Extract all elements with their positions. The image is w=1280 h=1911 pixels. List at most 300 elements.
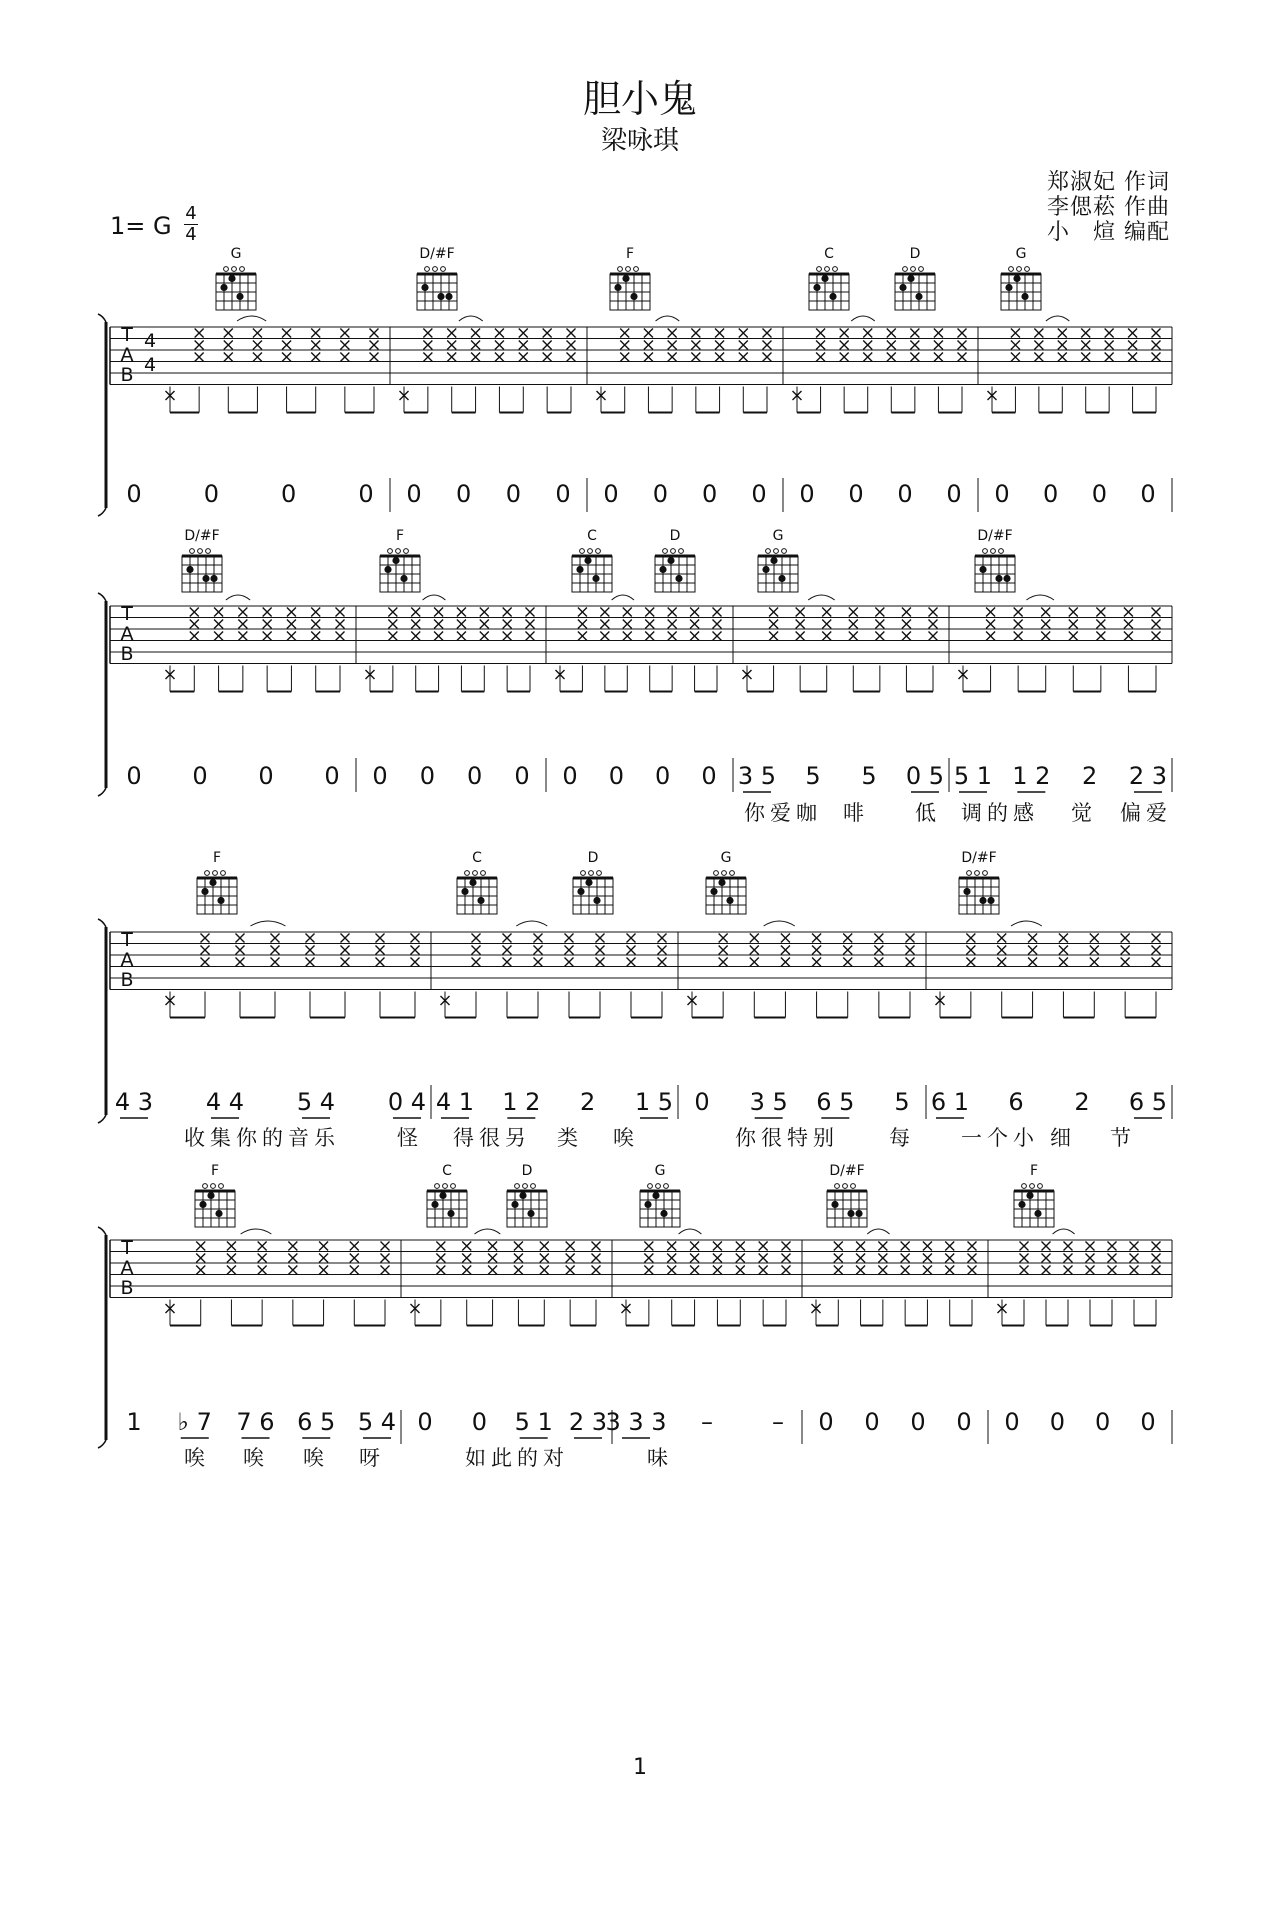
strum-x [966, 946, 975, 955]
strum-x [1121, 958, 1130, 967]
jianpu-note: 5 1 [953, 762, 993, 790]
jianpu-note: 0 [751, 480, 767, 508]
strum-x [411, 934, 420, 943]
strum-x [668, 608, 677, 617]
chord-open-string [219, 1184, 224, 1189]
chord-open-string [240, 267, 245, 272]
chord-dot [593, 897, 600, 904]
tie-arc [867, 1229, 889, 1234]
chord-dot [384, 566, 391, 573]
strum-x [1069, 608, 1078, 617]
chord-dot [987, 897, 994, 904]
strum-x [822, 632, 831, 641]
jianpu-note: 0 [514, 762, 530, 790]
strum-x [534, 934, 543, 943]
strum-x [214, 620, 223, 629]
strum-x [271, 958, 280, 967]
strum-x [856, 1242, 865, 1251]
jianpu-note: 0 [1004, 1408, 1020, 1436]
strum-x [306, 958, 315, 967]
strum-x [336, 620, 345, 629]
chord-dot [447, 1210, 454, 1217]
chord-dot [1021, 293, 1028, 300]
strum-x [1152, 1266, 1161, 1275]
strum-x [781, 958, 790, 967]
chord-dot [762, 566, 769, 573]
strum-x [668, 329, 677, 338]
strum-x [906, 946, 915, 955]
chord-dot [511, 1201, 518, 1208]
strum-x [1081, 353, 1090, 362]
strum-x [540, 1242, 549, 1251]
strum-x [782, 1254, 791, 1263]
lyric-text: 啡 [843, 801, 869, 825]
strum-x [201, 958, 210, 967]
strum-x [1081, 341, 1090, 350]
jianpu-note: 3 5 [737, 762, 777, 790]
strum-x [195, 353, 204, 362]
chord-diagram-d-sharpf [959, 850, 999, 914]
strum-x [902, 632, 911, 641]
strum-x [849, 632, 858, 641]
strum-x [311, 632, 320, 641]
strum-x [341, 946, 350, 955]
chord-open-string [999, 549, 1004, 554]
jianpu-note: 6 [1008, 1088, 1024, 1116]
chord-dot [855, 1210, 862, 1217]
strum-x [719, 946, 728, 955]
strum-x [623, 632, 632, 641]
strum-x [644, 1266, 653, 1275]
strum-x [763, 341, 772, 350]
chord-dot [421, 284, 428, 291]
chord-dot [209, 879, 216, 886]
chord-open-string [722, 871, 727, 876]
chord-dot [469, 879, 476, 886]
chord-dot [614, 284, 621, 291]
strum-x [856, 1254, 865, 1263]
strum-x [519, 329, 528, 338]
chord-dot [915, 293, 922, 300]
strum-x [934, 341, 943, 350]
chord-dot [585, 879, 592, 886]
tie-arc [251, 921, 286, 926]
chord-dot [445, 293, 452, 300]
strum-x [1090, 934, 1099, 943]
strum-x [834, 1254, 843, 1263]
chord-diagram-g [758, 528, 798, 592]
strum-x [1064, 1242, 1073, 1251]
tie-arc [516, 921, 547, 926]
chord-diagram-g [1001, 246, 1041, 310]
strum-x [388, 620, 397, 629]
strum-x [565, 946, 574, 955]
strum-x [381, 1266, 390, 1275]
artist-name: 梁咏琪 [600, 126, 679, 156]
chord-dot [1013, 275, 1020, 282]
strum-x [434, 620, 443, 629]
chord-diagram-f [195, 1163, 235, 1227]
chord-dot [622, 275, 629, 282]
chord-dot [831, 1201, 838, 1208]
chord-dot [1005, 284, 1012, 291]
chord-open-string [1022, 1184, 1027, 1189]
strum-x [759, 1242, 768, 1251]
strum-x [1020, 1266, 1029, 1275]
strum-x [658, 946, 667, 955]
strum-x [592, 1254, 601, 1263]
chord-dot [1034, 1210, 1041, 1217]
chord-open-string [589, 871, 594, 876]
chord-open-string [425, 267, 430, 272]
strum-x [620, 341, 629, 350]
strum-x [190, 632, 199, 641]
strum-x [644, 353, 653, 362]
strum-x [472, 958, 481, 967]
strum-x [750, 958, 759, 967]
strum-x [311, 353, 320, 362]
strum-x [1152, 1242, 1161, 1251]
strum-x [271, 946, 280, 955]
strum-x [1028, 946, 1037, 955]
tie-arc [1046, 316, 1069, 321]
strum-x [423, 341, 432, 350]
strum-x [566, 1254, 575, 1263]
strum-x [540, 1254, 549, 1263]
strum-x [578, 620, 587, 629]
strum-x [434, 632, 443, 641]
strum-x [929, 608, 938, 617]
chord-open-string [634, 267, 639, 272]
strum-x [968, 1254, 977, 1263]
strum-x [796, 608, 805, 617]
jianpu-note: 2 [580, 1088, 596, 1116]
strum-x [519, 353, 528, 362]
chord-open-string [451, 1184, 456, 1189]
strum-x [196, 1242, 205, 1251]
jianpu-note: 0 [603, 480, 619, 508]
strum-x [910, 341, 919, 350]
chord-open-string [433, 267, 438, 272]
chord-name: D [587, 850, 599, 866]
strum-x [958, 341, 967, 350]
time-signature-top: 4 [185, 203, 197, 224]
strum-x [190, 608, 199, 617]
strum-x [457, 608, 466, 617]
strum-x [534, 958, 543, 967]
lyric-text: 每 [889, 1126, 915, 1150]
strum-x [781, 946, 790, 955]
strum-x [288, 1242, 297, 1251]
strum-x [736, 1242, 745, 1251]
chord-open-string [1038, 1184, 1043, 1189]
strum-x [1034, 341, 1043, 350]
strum-x [282, 329, 291, 338]
chord-name: D/#F [419, 246, 455, 262]
strum-x [1028, 958, 1037, 967]
strum-x [690, 1242, 699, 1251]
strum-x [690, 1254, 699, 1263]
jianpu-note: 7 6 [236, 1408, 275, 1436]
strum-x [958, 353, 967, 362]
chord-open-string [825, 267, 830, 272]
chord-open-string [817, 267, 822, 272]
chord-open-string [203, 1184, 208, 1189]
strum-x [503, 620, 512, 629]
strum-x [713, 632, 722, 641]
chord-dot [527, 1210, 534, 1217]
strum-x [834, 1266, 843, 1275]
chord-open-string [679, 549, 684, 554]
strum-x [1014, 608, 1023, 617]
strum-x [658, 958, 667, 967]
strum-x [411, 958, 420, 967]
strum-x [600, 620, 609, 629]
chord-dot [584, 557, 591, 564]
chord-dot [726, 897, 733, 904]
chord-dot [979, 897, 986, 904]
chord-dot [770, 557, 777, 564]
chord-name: D/#F [184, 528, 220, 544]
jianpu-note: 2 [1074, 1088, 1090, 1116]
tab-letter-b: B [120, 364, 134, 386]
strum-x [600, 632, 609, 641]
chord-name: G [720, 850, 732, 866]
strum-x [350, 1254, 359, 1263]
chord-open-string [663, 549, 668, 554]
jianpu-note: 0 [258, 762, 274, 790]
strum-x [769, 608, 778, 617]
strum-x [782, 1242, 791, 1251]
tab-letter-b: B [120, 969, 134, 991]
lyric-text: 你爱咖 [744, 801, 822, 825]
strum-x [376, 958, 385, 967]
strum-x [1020, 1254, 1029, 1263]
strum-x [690, 620, 699, 629]
strum-x [472, 946, 481, 955]
strum-x [902, 608, 911, 617]
strum-x [471, 341, 480, 350]
chord-open-string [835, 1184, 840, 1189]
strum-x [565, 934, 574, 943]
tie-arc [656, 316, 680, 321]
jianpu-note: 0 [694, 1088, 710, 1116]
strum-x [236, 958, 245, 967]
tie-arc [808, 595, 835, 600]
chord-open-string [664, 1184, 669, 1189]
tie-arc [459, 316, 483, 321]
strum-x [1152, 934, 1161, 943]
jianpu-note: 0 [652, 480, 668, 508]
strum-x [488, 1242, 497, 1251]
strum-x [1034, 329, 1043, 338]
strum-x [966, 958, 975, 967]
strum-x [1096, 632, 1105, 641]
strum-x [822, 608, 831, 617]
strum-x [713, 608, 722, 617]
chord-dot [718, 879, 725, 886]
strum-x [1034, 353, 1043, 362]
strum-x [258, 1266, 267, 1275]
jianpu-note: 0 [358, 480, 374, 508]
strum-x [668, 341, 677, 350]
strum-x [457, 632, 466, 641]
strum-x [1152, 946, 1161, 955]
strum-x [567, 341, 576, 350]
strum-x [1152, 341, 1161, 350]
strum-x [236, 946, 245, 955]
jianpu-note: 5 [861, 762, 877, 790]
strum-x [263, 620, 272, 629]
chord-open-string [388, 549, 393, 554]
strum-x [1121, 946, 1130, 955]
strum-x [311, 608, 320, 617]
chord-diagram-f [380, 528, 420, 592]
strum-x [929, 620, 938, 629]
chord-open-string [211, 1184, 216, 1189]
strum-x [769, 632, 778, 641]
jianpu-note: 6 1 [930, 1088, 970, 1116]
strum-x [196, 1254, 205, 1263]
strum-x [690, 632, 699, 641]
strum-x [1058, 353, 1067, 362]
strum-x [1059, 934, 1068, 943]
strum-x [263, 632, 272, 641]
strum-x [543, 341, 552, 350]
chord-dot [821, 275, 828, 282]
jianpu-note: 0 [848, 480, 864, 508]
jianpu-note: 5 [805, 762, 821, 790]
chord-open-string [596, 549, 601, 554]
strum-x [923, 1266, 932, 1275]
chord-open-string [404, 549, 409, 554]
strum-x [796, 620, 805, 629]
strum-x [411, 620, 420, 629]
strum-x [739, 329, 748, 338]
strum-x [690, 608, 699, 617]
chord-open-string [435, 1184, 440, 1189]
jianpu-note: 2 3 [568, 1408, 608, 1436]
lyric-text: 一个小 [961, 1126, 1039, 1150]
strum-x [214, 632, 223, 641]
chord-dot [778, 575, 785, 582]
strum-x [263, 608, 272, 617]
strum-x [411, 632, 420, 641]
chord-dot [710, 888, 717, 895]
strum-x [287, 632, 296, 641]
jianpu-note: 0 [946, 480, 962, 508]
chord-diagram-d-sharpf [827, 1163, 867, 1227]
chord-open-string [919, 267, 924, 272]
chord-dot [995, 575, 1002, 582]
strum-x [411, 608, 420, 617]
strum-x [627, 958, 636, 967]
chord-name: F [210, 1163, 220, 1179]
strum-x [1108, 1242, 1117, 1251]
strum-x [1124, 608, 1133, 617]
chord-name: D/#F [977, 528, 1013, 544]
strum-x [1011, 329, 1020, 338]
lyric-text: 如此的对 [465, 1446, 569, 1470]
chord-dot [592, 575, 599, 582]
key-signature: 1= G [110, 212, 172, 240]
lyric-text: 怪 [397, 1126, 423, 1150]
chord-diagram-g [216, 246, 256, 310]
chord-name: D/#F [961, 850, 997, 866]
strum-x [934, 329, 943, 338]
strum-x [503, 946, 512, 955]
chord-open-string [473, 871, 478, 876]
chord-open-string [626, 267, 631, 272]
chord-dot [186, 566, 193, 573]
strum-x [856, 1266, 865, 1275]
strum-x [311, 620, 320, 629]
strum-x [1041, 608, 1050, 617]
tab-time-bottom: 4 [143, 354, 157, 376]
strum-x [1081, 329, 1090, 338]
strum-x [526, 608, 535, 617]
chord-open-string [648, 1184, 653, 1189]
strum-x [471, 353, 480, 362]
strum-x [388, 608, 397, 617]
strum-x [190, 620, 199, 629]
tie-arc [237, 316, 266, 321]
strum-x [986, 632, 995, 641]
strum-x [578, 632, 587, 641]
strum-x [565, 958, 574, 967]
strum-x [195, 329, 204, 338]
chord-open-string [983, 871, 988, 876]
strum-x [620, 329, 629, 338]
strum-x [1042, 1266, 1051, 1275]
tab-letter-a: A [120, 344, 134, 366]
strum-x [287, 620, 296, 629]
strum-x [1014, 632, 1023, 641]
tab-letter-t: T [121, 324, 133, 346]
jianpu-note: 0 [126, 480, 142, 508]
jianpu-note: 0 [799, 480, 815, 508]
strum-x [658, 934, 667, 943]
chord-open-string [515, 1184, 520, 1189]
tab-letter-a: A [120, 949, 134, 971]
strum-x [238, 620, 247, 629]
jianpu-note: 0 [467, 762, 483, 790]
strum-x [282, 353, 291, 362]
lyric-text: 收集你的音乐 [184, 1126, 340, 1150]
strum-x [1128, 353, 1137, 362]
chord-open-string [851, 1184, 856, 1189]
strum-x [1058, 341, 1067, 350]
strum-x [1059, 958, 1068, 967]
chord-open-string [1025, 267, 1030, 272]
strum-x [196, 1266, 205, 1275]
jianpu-note: 0 [1140, 1408, 1156, 1436]
chord-open-string [206, 549, 211, 554]
jianpu-note: 4 1 [435, 1088, 475, 1116]
chord-diagram-g [640, 1163, 680, 1227]
jianpu-note: 0 [192, 762, 208, 790]
lyric-text: 得很另 [453, 1126, 531, 1150]
strum-x [350, 1242, 359, 1251]
strum-x [1128, 341, 1137, 350]
jianpu-note: 2 3 [1128, 762, 1168, 790]
jianpu-note: 0 4 [387, 1088, 427, 1116]
jianpu-note: 5 1 [514, 1408, 553, 1436]
jianpu-note: 0 [910, 1408, 926, 1436]
lyric-text: 调的感 [961, 801, 1039, 825]
strum-x [1124, 632, 1133, 641]
time-signature-bottom: 4 [185, 224, 197, 245]
